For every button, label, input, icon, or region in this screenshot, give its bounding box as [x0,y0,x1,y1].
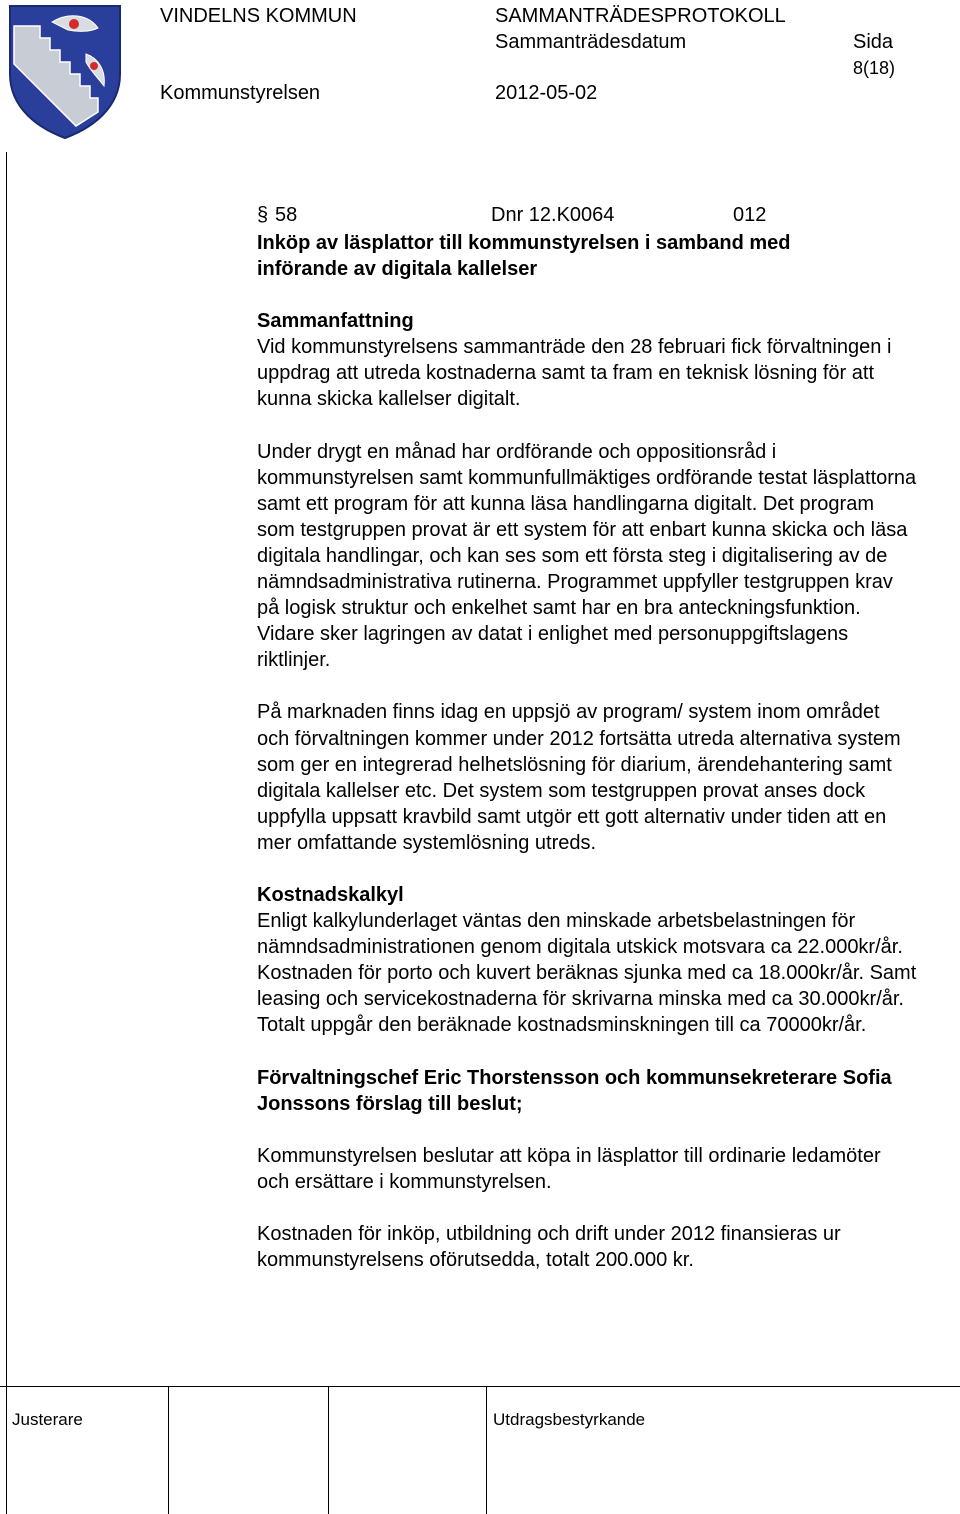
protocol-item [257,202,917,1299]
justerare-label: Justerare [12,1410,83,1429]
item-number-row [257,202,917,230]
item-title-line2: införande av digitala kallelser [257,258,538,281]
proposal-paragraph-1: Kommunstyrelsen beslutar att köpa in läsplattor till ordinarie ledamöter och ersättare i kommunstyrelsen. [257,1144,881,1193]
municipality-crest-logo [6,4,124,140]
committee-name: Kommunstyrelsen [160,82,321,104]
proposal-heading: Förvaltningschef Eric Thorstensson och kommunsekreterare Sofia Jonssons förslag till beslut; [257,1066,892,1115]
footer-divider [168,1386,169,1514]
margin-line [6,152,7,1386]
page-number: 8(18) [853,58,896,78]
item-code: 012 [733,204,767,226]
section-sign: § [257,204,269,226]
signature-footer [0,1386,960,1514]
footer-divider [328,1386,329,1514]
summary-paragraph-2: Under drygt en månad har ordförande och oppositionsråd i kommunstyrelsen samt kommunfullmäktiges ordförande testat läsplattorna samt ett program för att kunna läsa handlingarna digitalt. Det program som testgruppen provat är ett system för att enbart kunna skicka och läsa digitala handlingar, och kan ses som ett första steg i digitalisering av de nämndsadministrativa rutinerna. Programmet uppfyller testgruppen krav på logisk struktur och enkelhet samt har en bra anteckningsfunktion. Vidare sker lagringen av datat i enlighet med personuppgiftslagens riktlinjer. [257,440,917,672]
proposal-paragraph-2: Kostnaden för inköp, utbildning och drift under 2012 finansieras ur kommunstyrelsens oförutsedda, totalt 200.000 kr. [257,1222,841,1271]
page-label: Sida [853,31,894,53]
item-number: 58 [275,204,298,226]
footer-top-line [0,1386,960,1387]
summary-paragraph-1: Vid kommunstyrelsens sammanträde den 28 februari fick förvaltningen i uppdrag att utreda kostnaderna samt ta fram en teknisk lösning för att kunna skicka kallelser digitalt. [257,336,892,411]
meeting-date-label: Sammanträdesdatum [495,31,687,53]
footer-divider [486,1386,487,1514]
footer-divider [6,1386,7,1514]
item-title-line1: Inköp av läsplattor till kommunstyrelsen i samband med [257,232,791,254]
cost-paragraph: Enligt kalkylunderlaget väntas den minskade arbetsbelastningen för nämndsadministrationen genom digitala utskick motsvara ca 22.000kr/år. Kostnaden för porto och kuvert beräknas sjunka med ca 18.000kr/år. Samt leasing och servicekostnaderna för skrivarna minska med ca 30.000kr/år. Totalt uppgår den beräknade kostnadsminskningen till ca 70000kr/år. [257,910,917,1037]
meeting-date: 2012-05-02 [495,82,598,104]
cost-heading: Kostnadskalkyl [257,883,404,906]
summary-paragraph-3: På marknaden finns idag en uppsjö av program/ system inom området och förvaltningen kommer under 2012 fortsätta utreda alternativa system som ger en integrerad helhetslösning för diarium, ärendehantering samt digitala kallelser etc. Det system som testgruppen provat anses dock uppfylla uppsatt kravbild samt utgör ett gott alternativ under tiden att en mer omfattande systemlösning utreds. [257,701,901,854]
crest-icon [6,4,124,140]
summary-heading: Sammanfattning [257,310,414,333]
item-dnr: Dnr 12.K0064 [491,204,615,226]
document-type: SAMMANTRÄDESPROTOKOLL [495,5,786,27]
municipality-name: VINDELNS KOMMUN [160,5,357,27]
utdragsbestyrkande-label: Utdragsbestyrkande [493,1410,646,1429]
